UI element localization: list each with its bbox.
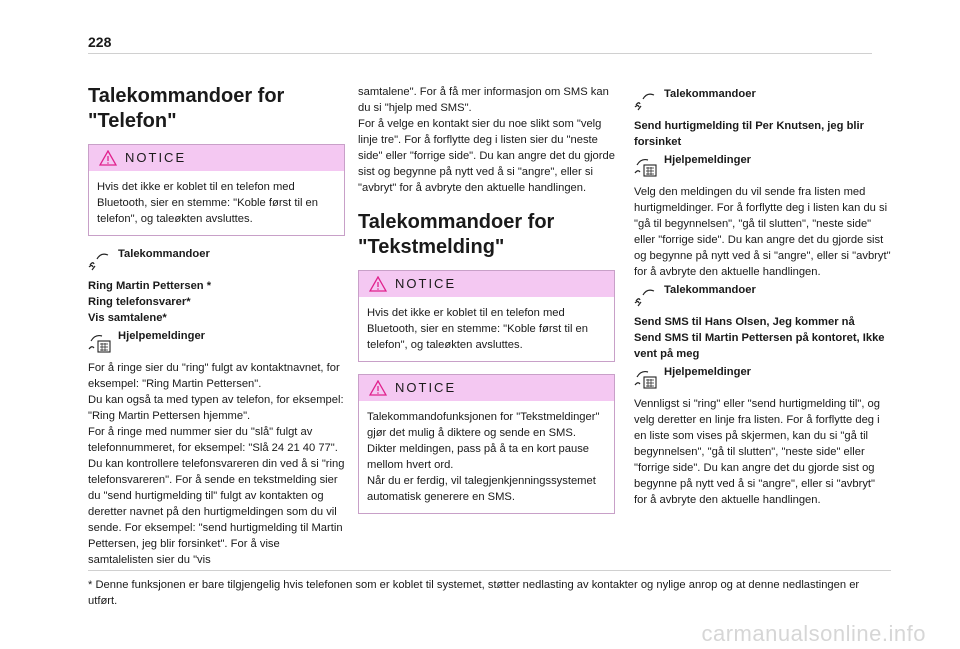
help-message-row bbox=[88, 330, 345, 354]
warning-icon bbox=[99, 150, 117, 166]
voice-command-row bbox=[634, 88, 891, 112]
notice-box bbox=[88, 144, 345, 236]
column-2 bbox=[358, 84, 615, 526]
command-text: Send hurtigmelding til Per Knutsen, jeg blir forsinket bbox=[634, 120, 864, 148]
voice-command-row bbox=[634, 284, 891, 308]
notice-title: NOTICE bbox=[125, 150, 187, 165]
notice-box bbox=[358, 270, 615, 362]
voice-command-label: Talekommandoer bbox=[664, 284, 756, 296]
voice-command-icon bbox=[88, 250, 112, 272]
notice-title: NOTICE bbox=[395, 276, 457, 291]
command-list: Ring Martin Pettersen * Ring telefonsvarer* Vis samtalene* bbox=[88, 280, 212, 324]
help-message-row bbox=[634, 154, 891, 178]
notice-body: Hvis det ikke er koblet til en telefon med Bluetooth, sier en stemme: "Koble først til en telefon", og taleøkten avsluttes. bbox=[97, 181, 318, 225]
warning-icon bbox=[369, 276, 387, 292]
footnote-divider bbox=[88, 570, 891, 571]
help-message-label: Hjelpemeldinger bbox=[118, 330, 206, 342]
voice-command-icon bbox=[634, 90, 658, 112]
column-1 bbox=[88, 84, 345, 568]
column-3 bbox=[634, 84, 891, 508]
notice-body: Hvis det ikke er koblet til en telefon med Bluetooth, sier en stemme: "Koble først til en telefon", og taleøkten avsluttes. bbox=[367, 307, 588, 351]
section-title-tekstmelding: Talekommandoer for "Tekstmelding" bbox=[358, 211, 555, 258]
notice-box bbox=[358, 374, 615, 514]
page-number: 228 bbox=[88, 34, 112, 50]
continuation-text: samtalene". For å få mer informasjon om SMS kan du si "hjelp med SMS". For å velge en kontakt sier du noe slikt som "velg linje tre". For å forflytte deg i listen sier du "neste side" eller "forrige side". Du kan angre det du gjorde sist og begynne på nytt ved å si "angre", eller si "avbryt" for å avbryte den aktuelle handlingen. bbox=[358, 86, 615, 194]
body-text: Vennligst si "ring" eller "send hurtigmelding til", og velg deretter en linje fra listen. For å forflytte deg i en liste som vises på skjermen, kan du si "gå til begynnelsen", "gå til slutten", "neste side" eller "forrige side". Du kan angre det du gjorde sist og begynne på nytt ved å si "angre", eller si "avbryt" for å avbryte den aktuelle handlingen. bbox=[634, 398, 880, 506]
notice-title: NOTICE bbox=[395, 380, 457, 395]
help-message-icon bbox=[634, 156, 658, 178]
voice-command-row bbox=[88, 248, 345, 272]
footnote: * Denne funksjonen er bare tilgjengelig hvis telefonen som er koblet til systemet, støtter nedlasting av kontakter og nylige anrop og at denne nedlastingen er utført. bbox=[88, 579, 860, 607]
body-text: For å ringe sier du "ring" fulgt av kontaktnavnet, for eksempel: "Ring Martin Pettersen". Du kan også ta med typen av telefon, for eksempel: "Ring Martin Pettersen hjemme". For å ringe med nummer sier du "slå" fulgt av telefonnummeret, for eksempel: "Slå 24 21 40 77". Du kan kontrollere telefonsvareren din ved å si "ring telefonsvareren". For å sende en tekstmelding sier du "send hurtigmelding til" fulgt av kontakten og deretter navnet på den hurtigmeldingen som du vil sende. For eksempel: "send hurtigmelding til Martin Pettersen, jeg blir forsinket". For å vise samtalelisten sier du "vis bbox=[88, 362, 345, 566]
body-text: Velg den meldingen du vil sende fra listen med hurtigmeldinger. For å forflytte deg i listen kan du si "gå til begynnelsen", "gå til slutten", "neste side" eller "forrige side". Du kan angre det du gjorde sist og begynne på nytt ved å si "angre", eller si "avbryt" for å avbryte den aktuelle handlingen. bbox=[634, 186, 891, 278]
section-title-telefon: Talekommandoer for "Telefon" bbox=[88, 85, 285, 132]
top-divider bbox=[88, 53, 872, 54]
help-message-label: Hjelpemeldinger bbox=[664, 366, 752, 378]
notice-body: Talekommandofunksjonen for "Tekstmeldinger" gjør det mulig å diktere og sende en SMS. Dikter meldingen, pass på å ta en kort pause mellom hvert ord. Når du er ferdig, vil talegjenkjenningssystemet automatisk generere en SMS. bbox=[367, 411, 600, 503]
help-message-row bbox=[634, 366, 891, 390]
command-text: Send SMS til Hans Olsen, Jeg kommer nå Send SMS til Martin Pettersen på kontoret, Ikke vent på meg bbox=[634, 316, 885, 360]
voice-command-label: Talekommandoer bbox=[664, 88, 756, 100]
help-message-icon bbox=[634, 368, 658, 390]
help-message-label: Hjelpemeldinger bbox=[664, 154, 752, 166]
help-message-icon bbox=[88, 332, 112, 354]
voice-command-icon bbox=[634, 286, 658, 308]
voice-command-label: Talekommandoer bbox=[118, 248, 210, 260]
watermark: carmanualsonline.info bbox=[701, 621, 926, 646]
warning-icon bbox=[369, 380, 387, 396]
